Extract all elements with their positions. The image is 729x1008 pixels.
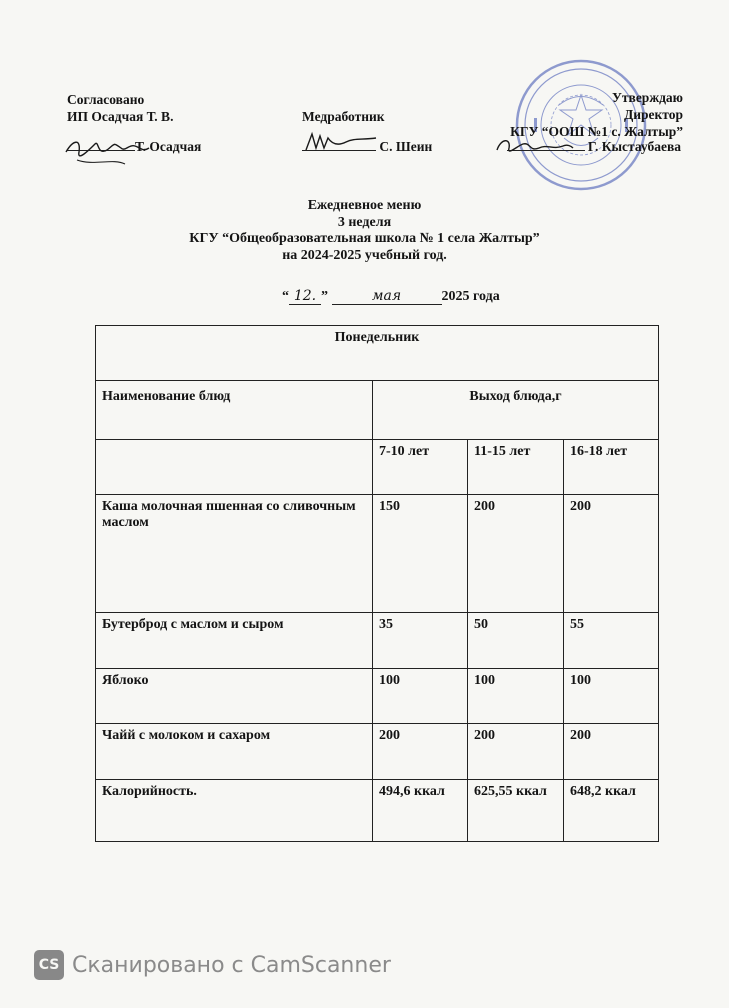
approve-signature-line — [507, 139, 681, 155]
dish-name: Чайй с молоком и сахаром — [96, 724, 373, 780]
dish-name: Каша молочная пшенная со сливочным маслом — [96, 495, 373, 613]
calorie-value: 648,2 ккал — [564, 780, 659, 842]
camscanner-icon: CS — [34, 950, 64, 980]
day-cell: Понедельник — [96, 326, 659, 381]
calorie-value: 625,55 ккал — [468, 780, 564, 842]
dish-value: 100 — [373, 669, 468, 724]
dish-header: Наименование блюд — [96, 381, 373, 440]
header-row — [96, 381, 659, 440]
medic-block — [302, 108, 385, 125]
approve-label: Утверждаю — [611, 90, 683, 105]
day-row — [96, 326, 659, 381]
title-line-1: Ежедневное меню — [307, 198, 422, 213]
dish-value: 150 — [373, 495, 468, 613]
approve-role: Директор — [623, 107, 683, 122]
medic-signature-name: С. Шеин — [379, 139, 433, 154]
table-row — [96, 669, 659, 724]
date-day: 12. — [289, 288, 321, 305]
age-row — [96, 440, 659, 495]
title-line-4: на 2024-2025 учебный год. — [282, 247, 447, 263]
date-line — [282, 288, 500, 305]
title-line-3: КГУ “Общеобразовательная школа № 1 села Жалтыр” — [189, 231, 540, 246]
camscanner-watermark — [34, 950, 391, 980]
agreed-label: Согласовано — [67, 92, 145, 107]
age-cell: 7-10 лет — [373, 440, 468, 495]
dish-name: Яблоко — [96, 669, 373, 724]
table-row — [96, 724, 659, 780]
dish-value: 35 — [373, 613, 468, 669]
age-empty-cell — [96, 440, 373, 495]
agreed-signature-name: Т. Осадчая — [135, 139, 202, 154]
output-header: Выход блюда,г — [373, 381, 659, 440]
dish-value: 100 — [564, 669, 659, 724]
calorie-value: 494,6 ккал — [373, 780, 468, 842]
dish-value: 200 — [373, 724, 468, 780]
approve-signature-name: Г. Кыстаубаева — [587, 139, 681, 154]
dish-value: 55 — [564, 613, 659, 669]
dish-value: 200 — [468, 495, 564, 613]
medic-signature-line — [302, 139, 432, 155]
dish-value: 100 — [468, 669, 564, 724]
dish-value: 50 — [468, 613, 564, 669]
approve-block — [510, 89, 683, 140]
agreed-signature-line — [67, 139, 201, 155]
table-row — [96, 495, 659, 613]
age-cell: 16-18 лет — [564, 440, 659, 495]
dish-value: 200 — [564, 495, 659, 613]
agreed-name: ИП Осадчая Т. В. — [67, 109, 174, 124]
age-cell: 11-15 лет — [468, 440, 564, 495]
date-month: мая — [332, 288, 442, 305]
medic-label: Медработник — [302, 109, 385, 124]
date-year: 2025 года — [441, 289, 500, 304]
table-row — [96, 613, 659, 669]
date-open-quote: “ — [282, 289, 289, 304]
dish-value: 200 — [468, 724, 564, 780]
camscanner-text: Сканировано с CamScanner — [72, 952, 391, 978]
approve-org: КГУ “ООШ №1 с. Жалтыр” — [510, 124, 683, 139]
menu-table — [95, 325, 659, 842]
menu-title-block — [0, 198, 729, 264]
dish-name: Бутерброд с маслом и сыром — [96, 613, 373, 669]
dish-value: 200 — [564, 724, 659, 780]
title-line-2: 3 неделя — [337, 214, 392, 230]
dish-name: Калорийность. — [96, 780, 373, 842]
agreed-block — [67, 91, 173, 125]
calorie-row — [96, 780, 659, 842]
date-close-quote: ” — [321, 289, 328, 304]
